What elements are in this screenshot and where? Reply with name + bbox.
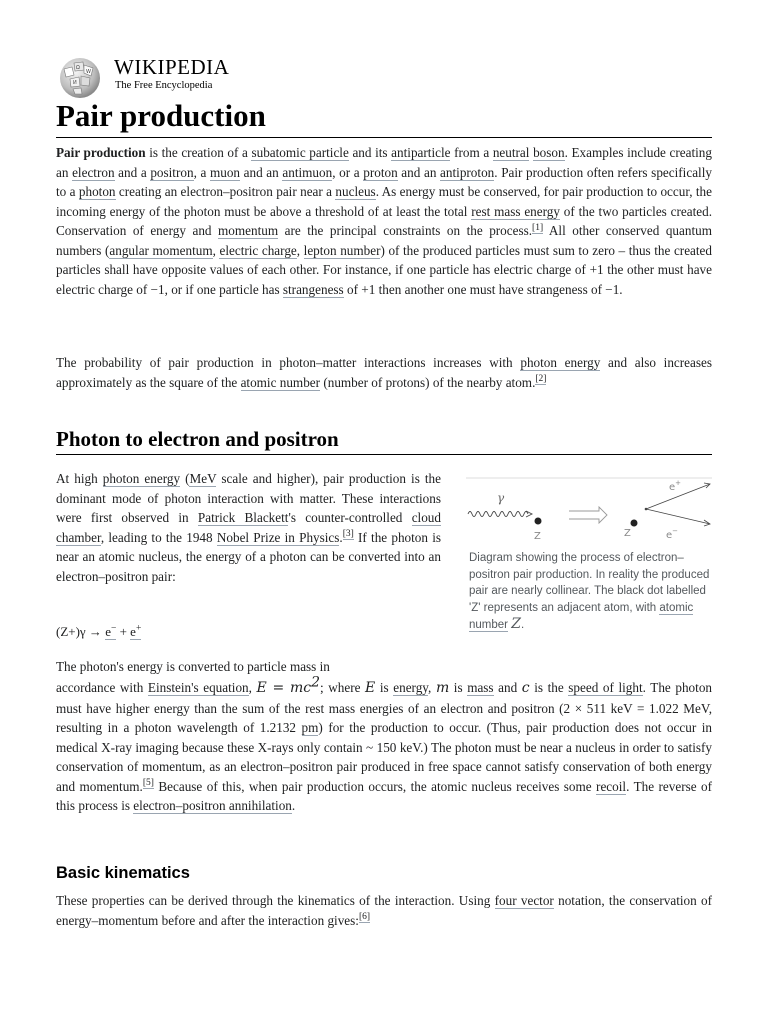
intro-paragraph-2 [56, 353, 712, 392]
text-run: ; where [320, 680, 366, 695]
text-run: All other conserved quantum numbers ( [56, 223, 712, 258]
text-run: scale and higher), pair production is the dominant mode of photon interaction with matter. These interactions were first observed in [56, 471, 441, 525]
atom-dot-right [631, 520, 638, 527]
text-run: accordance with [56, 680, 148, 695]
text-run: creating an electron–positron pair near a [115, 184, 336, 199]
link-four-vector[interactable]: four vector [494, 893, 554, 908]
reference-link[interactable]: [3] [342, 529, 354, 540]
text-run: , [212, 242, 220, 258]
site-header [56, 53, 712, 99]
reference-link[interactable]: [2] [535, 374, 547, 385]
text-run: , [248, 680, 257, 695]
positron-track [646, 484, 710, 509]
math-superscript: 2 [311, 674, 320, 691]
text-run: and an [240, 164, 283, 180]
link-nucleus[interactable]: nucleus [335, 184, 376, 199]
link-antiproton[interactable]: antiproton [440, 164, 495, 180]
text-run: Because of this, when pair production occurs, the atomic nucleus receives some [153, 778, 597, 794]
text-run: These properties can be derived through the kinematics of the interaction. Using [56, 893, 495, 908]
text-run: . As energy must be conserved, for pair production to occur, the incoming energy of the photon must be above a threshold of at least the total [56, 184, 712, 219]
text-run: , [428, 680, 436, 695]
link-rest-mass-energy[interactable]: rest mass energy [471, 203, 560, 219]
figure-caption [466, 550, 712, 634]
text-run: is [449, 680, 468, 695]
text-run: (number of protons) of the nearby atom. [320, 374, 536, 390]
text-run: , a [193, 164, 210, 180]
link-photon-energy[interactable]: photon energy [102, 471, 181, 486]
text-run: of +1 then another one must have strangeness of −1. [343, 281, 623, 297]
link-neutral[interactable]: neutral [492, 145, 530, 160]
text-run: and a [114, 164, 151, 180]
text-run: from a [450, 145, 493, 160]
page-title: Pair production [56, 98, 266, 133]
section1-paragraph-1 [56, 469, 441, 586]
wikipedia-wordmark[interactable]: WIKIPEDIA [114, 55, 230, 79]
link-boson[interactable]: boson [533, 145, 565, 160]
reference-link[interactable]: [6] [358, 912, 371, 923]
text-run: is [375, 680, 394, 695]
math-symbol: Z [511, 616, 521, 632]
equation-lhs: (Z+)γ → [56, 624, 106, 639]
text-run: At high [56, 471, 103, 486]
wikipedia-tagline: The Free Encyclopedia [115, 80, 213, 91]
intro-paragraph-1 [56, 143, 712, 299]
link-recoil[interactable]: recoil [596, 778, 627, 794]
link-patrick-blackett[interactable]: Patrick Blackett [197, 510, 289, 525]
photon-wave [468, 512, 528, 517]
subsection-heading-basic-kinematics: Basic kinematics [56, 864, 190, 882]
link-atomic-number[interactable]: atomic number [240, 374, 321, 390]
positron-symbol-link[interactable]: e+ [130, 623, 142, 639]
link-speed-of-light[interactable]: speed of light [568, 680, 643, 695]
text-run: If the photon is near an atomic nucleus, the energy of a photon can be converted into an electron–positron pair: [56, 529, 442, 584]
reference-link[interactable]: [5] [142, 778, 154, 789]
math-symbol: c [521, 680, 530, 696]
gamma-label: γ [497, 491, 505, 505]
text-run: , [296, 242, 304, 258]
math-symbol: m [435, 680, 450, 696]
link-electric-charge[interactable]: electric charge [219, 242, 297, 258]
link-energy[interactable]: energy [393, 680, 429, 695]
link-einstein-s-equation[interactable]: Einstein's equation [147, 680, 249, 695]
text-run: and also increases approximately as the square of the [56, 355, 712, 390]
text-run: , leading to the 1948 [100, 529, 217, 545]
reference-link[interactable]: [1] [532, 222, 544, 233]
section-divider [56, 454, 712, 455]
text-run: is the creation of a [145, 145, 252, 160]
text-run: of the two particles created. Conservation of energy and [56, 203, 712, 238]
text-run: The probability of pair production in photon–matter interactions increases with [56, 355, 521, 370]
electron-track [646, 509, 710, 524]
link-nobel-prize-in-physics[interactable]: Nobel Prize in Physics [216, 529, 340, 545]
text-run: ) for the production to occur. (Thus, pair production does not occur in medical X-ray imaging because these X-rays only contain ~ 150 keV.) The photon must be near a nucleus in order to satisfy conservation of momentum, as an electron–positron pair produced in free space cannot satisfy conservation of both energy and momentum. [56, 720, 712, 794]
svg-text:W: W [86, 69, 91, 75]
link-angular-momentum[interactable]: angular momentum [109, 242, 213, 258]
text-run: . Examples include creating an [56, 145, 712, 180]
link-mass[interactable]: mass [467, 680, 494, 695]
equation-plus: + [116, 624, 131, 639]
section1-paragraph-2 [56, 674, 713, 816]
citation[interactable] [535, 374, 546, 385]
link-antiparticle[interactable]: antiparticle [391, 145, 451, 160]
section2-paragraph-1 [56, 891, 712, 930]
math-symbol: E [365, 680, 376, 696]
e-plus-label: e+ [669, 479, 682, 493]
text-run: and an [397, 164, 441, 180]
text-run: 's counter-controlled [288, 510, 412, 525]
pair-equation [56, 622, 441, 642]
text-run: ( [180, 471, 190, 486]
link-atomic-number[interactable]: atomic number [469, 601, 694, 631]
text-run: and its [348, 145, 392, 160]
z-label-right: Z [624, 528, 631, 539]
svg-text:И: И [73, 80, 77, 86]
z-label-left: Z [534, 531, 541, 542]
text-run: is the [529, 680, 569, 695]
link-proton[interactable]: proton [363, 164, 398, 180]
citation[interactable] [343, 529, 354, 540]
link-muon[interactable]: muon [209, 164, 241, 180]
text-run: . Pair production often refers specifically to a [56, 164, 712, 199]
svg-text:Ω: Ω [76, 65, 80, 71]
link-positron[interactable]: positron [150, 164, 194, 180]
section-heading-photon-to-electron: Photon to electron and positron [56, 427, 339, 451]
citation[interactable] [359, 912, 370, 923]
link-mev[interactable]: MeV [189, 471, 217, 486]
text-run: . [291, 798, 296, 813]
bold-term: Pair production [56, 145, 146, 160]
math-symbol: E = mc [256, 680, 312, 696]
pair-production-figure [466, 474, 712, 634]
pair-production-diagram[interactable] [466, 474, 712, 544]
citation[interactable] [143, 778, 154, 789]
text-run: ) of the produced particles must sum to zero – thus the created particles shall have opposite values of each other. For instance, if one particle has electric charge of +1 the other must have electric charge of −1, or if one particle has [56, 242, 713, 297]
link-photon-energy[interactable]: photon energy [520, 355, 601, 370]
link-cloud-chamber[interactable]: cloud chamber [56, 510, 441, 545]
text-run: . The reverse of this process is [56, 778, 712, 813]
link-electron[interactable]: electron [72, 164, 115, 180]
text-run: are the principal constraints on the process. [278, 223, 533, 238]
title-divider [56, 137, 712, 138]
link-lepton-number[interactable]: lepton number [303, 242, 381, 258]
text-run: . The photon must have higher energy than the sum of the rest mass energies of an electron and positron (2 × 511 keV = 1.022 MeV, resulting in a photon wavelength of 1.2132 [56, 680, 713, 735]
wikipedia-globe-icon[interactable] [56, 55, 104, 99]
electron-symbol-link[interactable]: e− [105, 623, 117, 639]
text-run: Diagram showing the process of electron–positron pair production. In reality the produced pair are nearly collinear. The black dot labelled 'Z' represents an adjacent atom, with [469, 552, 710, 614]
link-pm[interactable]: pm [301, 720, 319, 735]
text-run: . [339, 529, 343, 545]
e-minus-label: e− [666, 527, 679, 541]
section1-paragraph-2-start: The photon's energy is converted to particle mass in [56, 659, 330, 674]
atom-dot-left [535, 518, 542, 525]
link-strangeness[interactable]: strangeness [282, 281, 344, 297]
text-run: and [493, 680, 522, 695]
text-run: , or a [332, 164, 364, 180]
link-antimuon[interactable]: antimuon [282, 164, 333, 180]
process-arrow-icon [569, 507, 607, 523]
link-momentum[interactable]: momentum [218, 223, 279, 238]
link-photon[interactable]: photon [78, 184, 116, 199]
link-electron-positron-annihilation[interactable]: electron–positron annihilation [133, 798, 292, 813]
text-run: . [520, 619, 525, 631]
text-run: notation, the conservation of energy–momentum before and after the interaction gives: [56, 893, 713, 928]
link-subatomic-particle[interactable]: subatomic particle [251, 145, 349, 160]
citation[interactable] [532, 223, 543, 234]
